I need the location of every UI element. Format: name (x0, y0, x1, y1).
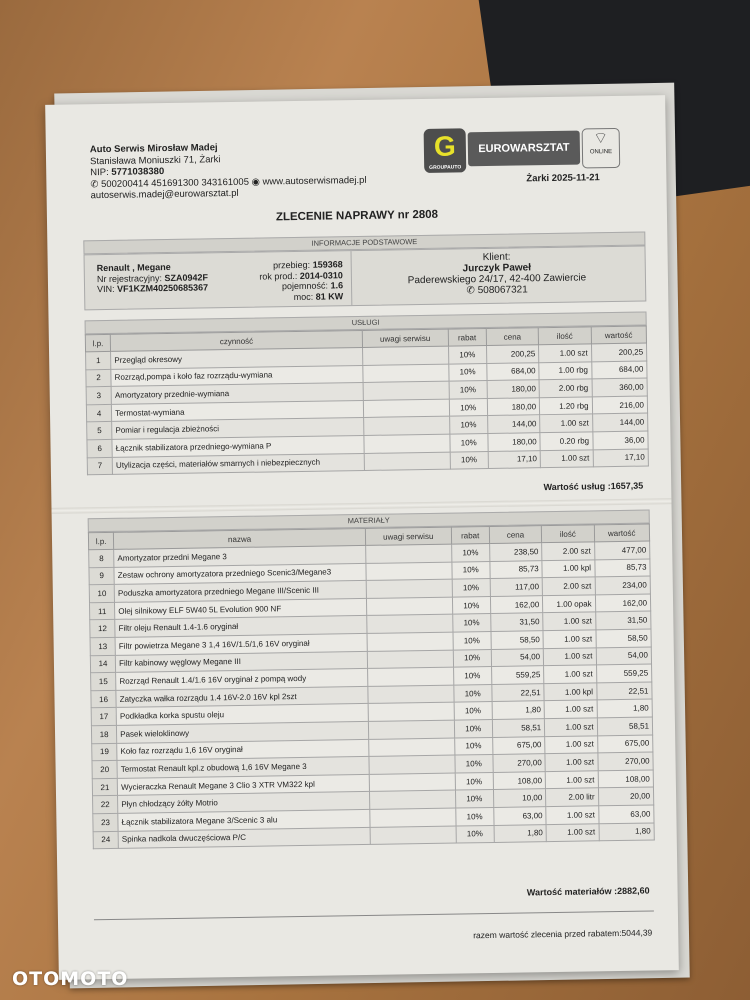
table-cell: Rozrząd Renault 1.4/1.6 16V oryginał z pompą wody (116, 669, 368, 691)
order-title: ZLECENIE NAPRAWY nr 2808 (275, 208, 439, 224)
info-box (84, 246, 647, 311)
table-cell: 1.00 szt (543, 630, 596, 648)
table-cell: 22 (93, 796, 118, 814)
services-total: Wartość usług :1657,35 (543, 480, 644, 493)
table-cell: Zestaw ochrony amortyzatora przedniego Scenic3/Megane3 (114, 563, 366, 585)
table-cell (363, 364, 449, 383)
company-block (90, 140, 367, 202)
table-cell (364, 416, 450, 435)
table-cell: 238,50 (489, 543, 542, 561)
table-cell: 2.00 szt (542, 577, 595, 595)
table-cell: 10% (449, 398, 488, 416)
table-cell: 63,00 (598, 805, 654, 823)
production-year: rok prod.: 2014-0310 (259, 269, 343, 282)
table-cell: 1.00 szt (546, 823, 599, 841)
table-cell (366, 544, 452, 563)
table-cell: Filtr powietrza Megane 3 1,4 16V/1.5/1,6 16V oryginał (115, 633, 367, 655)
table-cell: 200,25 (591, 343, 647, 361)
table-cell: 684,00 (487, 362, 540, 380)
table-cell: 360,00 (592, 378, 648, 396)
table-cell: 10% (453, 667, 492, 685)
table-cell: 270,00 (597, 752, 653, 770)
table-cell: 6 (87, 439, 112, 457)
table-cell: 10% (449, 381, 488, 399)
table-cell: Olej silnikowy ELF 5W40 5L Evolution 900 NF (115, 598, 367, 620)
table-cell (370, 826, 456, 845)
table-cell: 1.00 szt (545, 753, 598, 771)
table-cell: Łącznik stabilizatora przedniego-wymiana P (112, 435, 364, 457)
table-cell (364, 452, 450, 471)
grand-total: razem wartość zlecenia przed rabatem:5044,39 (473, 927, 653, 941)
table-cell: Utylizacja części, materiałów smarnych i niebezpiecznych (112, 453, 364, 475)
table-cell: 200,25 (486, 345, 539, 363)
table-cell (366, 579, 452, 598)
phone-icon: ✆ (466, 285, 475, 297)
table-cell: 85,73 (594, 559, 650, 577)
info-divider (351, 251, 353, 305)
table-cell: 3 (86, 387, 111, 405)
table-cell: 10% (455, 790, 494, 808)
company-email: autoserwis.madej@eurowarsztat.pl (90, 187, 239, 202)
materials-section-header: MATERIAŁY (88, 509, 650, 532)
table-cell (363, 399, 449, 418)
phone-icon: ✆ (90, 178, 99, 190)
table-cell: Wycieraczka Renault Megane 3 Clio 3 XTR VM322 kpl (117, 774, 369, 796)
table-cell: 10% (454, 719, 493, 737)
column-header: l.p. (85, 334, 110, 351)
column-header: uwagi serwisu (365, 527, 451, 545)
table-cell: Koło faz rozrządu 1,6 16V oryginał (117, 739, 369, 761)
table-cell: 18 (91, 725, 116, 743)
table-cell: 1.00 szt (545, 735, 598, 753)
table-cell: 10% (451, 561, 490, 579)
table-cell: 31,50 (491, 613, 544, 631)
table-cell: 58,51 (597, 717, 653, 735)
table-cell: 20 (92, 760, 117, 778)
column-header: ilość (538, 327, 591, 345)
table-cell: 54,00 (491, 648, 544, 666)
table-cell: 144,00 (487, 415, 540, 433)
table-cell: 1.00 szt (543, 612, 596, 630)
table-cell: 10% (452, 579, 491, 597)
client-block (357, 250, 638, 298)
table-cell: 1.00 kpl (544, 683, 597, 701)
table-cell: Łącznik stabilizatora Megane 3/Scenic 3 alu (118, 809, 370, 831)
table-cell: 10% (455, 807, 494, 825)
table-cell: 4 (86, 404, 111, 422)
table-cell: 1,80 (599, 822, 655, 840)
table-cell: 1,80 (494, 824, 547, 842)
table-cell: 216,00 (592, 396, 648, 414)
table-cell (368, 685, 454, 704)
table-cell: 12 (90, 620, 115, 638)
engine-power: moc: 81 KW (293, 290, 344, 302)
table-cell: 17 (91, 708, 116, 726)
table-cell: 10% (454, 755, 493, 773)
table-cell: 85,73 (490, 560, 543, 578)
table-cell (366, 562, 452, 581)
table-cell: 5 (87, 422, 112, 440)
table-cell: Pomiar i regulacja zbieżności (112, 418, 364, 440)
table-cell: 1.00 szt (545, 771, 598, 789)
table-cell: 0.20 rbg (540, 432, 593, 450)
table-cell (369, 790, 455, 809)
vehicle-specs (205, 259, 344, 303)
table-cell: 10% (453, 649, 492, 667)
table-cell: 17,10 (593, 449, 649, 467)
table-cell (368, 667, 454, 686)
table-cell: Filtr oleju Renault 1.4-1.6 oryginał (115, 616, 367, 638)
table-cell: 23 (93, 813, 118, 831)
table-cell: 10% (454, 737, 493, 755)
table-cell: 10 (89, 585, 114, 603)
table-cell: 270,00 (493, 754, 546, 772)
client-phone: ✆ 508067321 (466, 284, 528, 297)
table-cell: Poduszka amortyzatora przedniego Megane III/Scenic III (114, 581, 366, 603)
table-cell: 108,00 (598, 770, 654, 788)
table-cell: Spinka nadkola dwuczęściowa P/C (118, 827, 370, 849)
services-body (86, 343, 649, 475)
table-cell (368, 720, 454, 739)
table-cell: Płyn chłodzący żółty Motrio (118, 792, 370, 814)
table-cell: Amortyzatory przednie-wymiana (111, 383, 363, 405)
table-cell: 10% (455, 772, 494, 790)
column-header: rabat (448, 329, 487, 347)
table-cell: 477,00 (594, 541, 650, 559)
table-cell: 2 (86, 369, 111, 387)
table-cell: 162,00 (490, 595, 543, 613)
column-header: wartość (594, 524, 650, 542)
table-cell (368, 702, 454, 721)
table-cell: 8 (89, 549, 114, 567)
client-name: Jurczyk Paweł (462, 262, 532, 275)
table-cell (370, 808, 456, 827)
table-cell: 10% (449, 416, 488, 434)
company-address: Stanisława Moniuszki 71, Żarki (89, 153, 221, 167)
column-header: uwagi serwisu (362, 329, 448, 347)
column-header: czynność (110, 330, 362, 351)
table-cell: Podkładka korka spustu oleju (116, 704, 368, 726)
table-cell: 9 (89, 567, 114, 585)
table-cell: 180,00 (487, 380, 540, 398)
table-cell: 10,00 (493, 789, 546, 807)
document-date: Żarki 2025-11-21 (526, 172, 600, 185)
table-cell: 1.00 szt (539, 344, 592, 362)
table-cell (362, 346, 448, 365)
table-cell: 675,00 (597, 734, 653, 752)
table-cell: 2.00 szt (542, 542, 595, 560)
table-cell: 10% (448, 346, 487, 364)
table-cell: Zatyczka wałka rozrządu 1.4 16V-2.0 16V kpl 2szt (116, 686, 368, 708)
table-cell (367, 650, 453, 669)
table-cell: 162,00 (595, 594, 651, 612)
column-header: wartość (591, 326, 647, 344)
services-section-header: USŁUGI (85, 312, 647, 335)
footer-divider (94, 910, 654, 920)
table-cell: 1.00 szt (544, 665, 597, 683)
table-cell: 10% (454, 702, 493, 720)
eurowarsztat-logo (424, 126, 625, 173)
eurowarsztat-brand: EUROWARSZTAT (468, 131, 581, 167)
table-cell: 10% (449, 433, 488, 451)
table-cell: Przegląd okresowy (111, 347, 363, 369)
table-cell: 2.00 litr (546, 788, 599, 806)
table-cell: Termostat Renault kpl.z obudową 1,6 16V Megane 3 (117, 757, 369, 779)
table-cell: 22,51 (596, 682, 652, 700)
table-cell (363, 381, 449, 400)
company-nip: NIP: 5771038380 (90, 166, 165, 179)
table-cell: 10% (456, 825, 495, 843)
table-cell (366, 597, 452, 616)
company-contact: ✆ 500200414 451691300 343161005 ◉ www.autoserwismadej.pl (90, 174, 367, 190)
table-cell: 17,10 (488, 450, 541, 468)
table-cell: 108,00 (493, 771, 546, 789)
table-cell: 7 (87, 457, 112, 475)
materials-total: Wartość materiałów :2882,60 (526, 885, 650, 898)
table-cell: 1.00 szt (543, 647, 596, 665)
table-cell: 2.00 rbg (539, 379, 592, 397)
table-cell: 11 (89, 602, 114, 620)
table-cell: Termostat-wymiana (112, 400, 364, 422)
table-cell: 10% (453, 631, 492, 649)
table-cell: 1.00 szt (544, 700, 597, 718)
table-cell: 24 (93, 831, 118, 849)
table-cell: 16 (91, 690, 116, 708)
groupauto-logo: G GROUPAUTO (424, 128, 467, 173)
table-cell: 684,00 (591, 361, 647, 379)
globe-icon: ◉ (251, 176, 260, 188)
table-cell: Pasek wieloklinowy (117, 721, 369, 743)
materials-table (88, 523, 655, 849)
table-cell (367, 632, 453, 651)
otomoto-watermark: OTOMOTO (12, 968, 129, 990)
table-cell: Filtr kabinowy węglowy Megane III (115, 651, 367, 673)
column-header: nazwa (114, 528, 366, 549)
column-header: l.p. (88, 532, 113, 549)
materials-body (89, 541, 655, 849)
table-cell: 10% (452, 614, 491, 632)
engine-capacity: pojemność: 1.6 (281, 280, 344, 292)
table-cell: 559,25 (596, 664, 652, 682)
table-cell: 14 (90, 655, 115, 673)
column-header: rabat (451, 527, 490, 545)
vehicle-block (97, 261, 209, 294)
table-cell: 559,25 (491, 666, 544, 684)
online-badge: ⌔ ONLINE (582, 128, 621, 169)
client-address: Paderewskiego 24/17, 42-400 Zawiercie (407, 272, 587, 287)
table-cell (364, 434, 450, 453)
table-cell: 1.00 rbg (539, 361, 592, 379)
table-cell: 22,51 (492, 683, 545, 701)
column-header: ilość (542, 525, 595, 543)
table-cell: 21 (92, 778, 117, 796)
table-cell: 1,80 (597, 699, 653, 717)
table-cell: 144,00 (592, 413, 648, 431)
vehicle-vin: VIN: VF1KZM40250685367 (96, 282, 209, 295)
table-cell: 1.00 szt (545, 718, 598, 736)
table-cell: 180,00 (488, 433, 541, 451)
repair-order-document (45, 95, 679, 980)
company-name: Auto Serwis Mirosław Madej (89, 142, 218, 156)
table-cell: 20,00 (598, 787, 654, 805)
table-cell: 675,00 (492, 736, 545, 754)
table-cell: 10% (453, 684, 492, 702)
table-cell: 1.00 szt (546, 806, 599, 824)
table-cell: 10% (448, 363, 487, 381)
table-cell (369, 738, 455, 757)
table-cell: 10% (452, 596, 491, 614)
table-cell: Amortyzator przedni Megane 3 (114, 545, 366, 567)
table-cell: 10% (450, 451, 489, 469)
column-header: cena (489, 526, 542, 544)
table-cell: 31,50 (595, 611, 651, 629)
table-cell: Rozrząd,pompa i koło faz rozrządu-wymiana (111, 365, 363, 387)
table-cell: 36,00 (592, 431, 648, 449)
wifi-icon: ⌔ (593, 130, 609, 148)
table-cell: 1,80 (492, 701, 545, 719)
table-cell: 15 (91, 673, 116, 691)
services-table (85, 326, 649, 476)
vehicle-model: Renault , Megane (96, 261, 171, 274)
info-section-header: INFORMACJE PODSTAWOWE (83, 232, 645, 255)
table-cell: 234,00 (595, 576, 651, 594)
table-cell (369, 755, 455, 774)
table-cell: 58,50 (596, 629, 652, 647)
table-cell: 1 (86, 351, 111, 369)
table-cell (369, 773, 455, 792)
table-cell: 1.00 szt (540, 449, 593, 467)
column-header: cena (486, 328, 539, 346)
table-cell (367, 614, 453, 633)
table-cell: 58,50 (491, 631, 544, 649)
table-cell: 1.00 szt (540, 414, 593, 432)
table-cell: 19 (92, 743, 117, 761)
table-cell: 1.00 opak (543, 595, 596, 613)
table-cell: 63,00 (494, 807, 547, 825)
client-label: Klient: (482, 251, 511, 264)
table-cell: 180,00 (487, 397, 540, 415)
table-cell: 58,51 (492, 719, 545, 737)
table-cell: 1.20 rbg (540, 397, 593, 415)
table-cell: 54,00 (596, 647, 652, 665)
mileage: przebieg: 159368 (273, 259, 343, 271)
table-cell: 10% (451, 543, 490, 561)
table-cell: 117,00 (490, 578, 543, 596)
vehicle-reg: Nr rejestracyjny: SZA0942F (96, 271, 209, 284)
table-cell: 1.00 kpl (542, 559, 595, 577)
table-cell: 13 (90, 637, 115, 655)
